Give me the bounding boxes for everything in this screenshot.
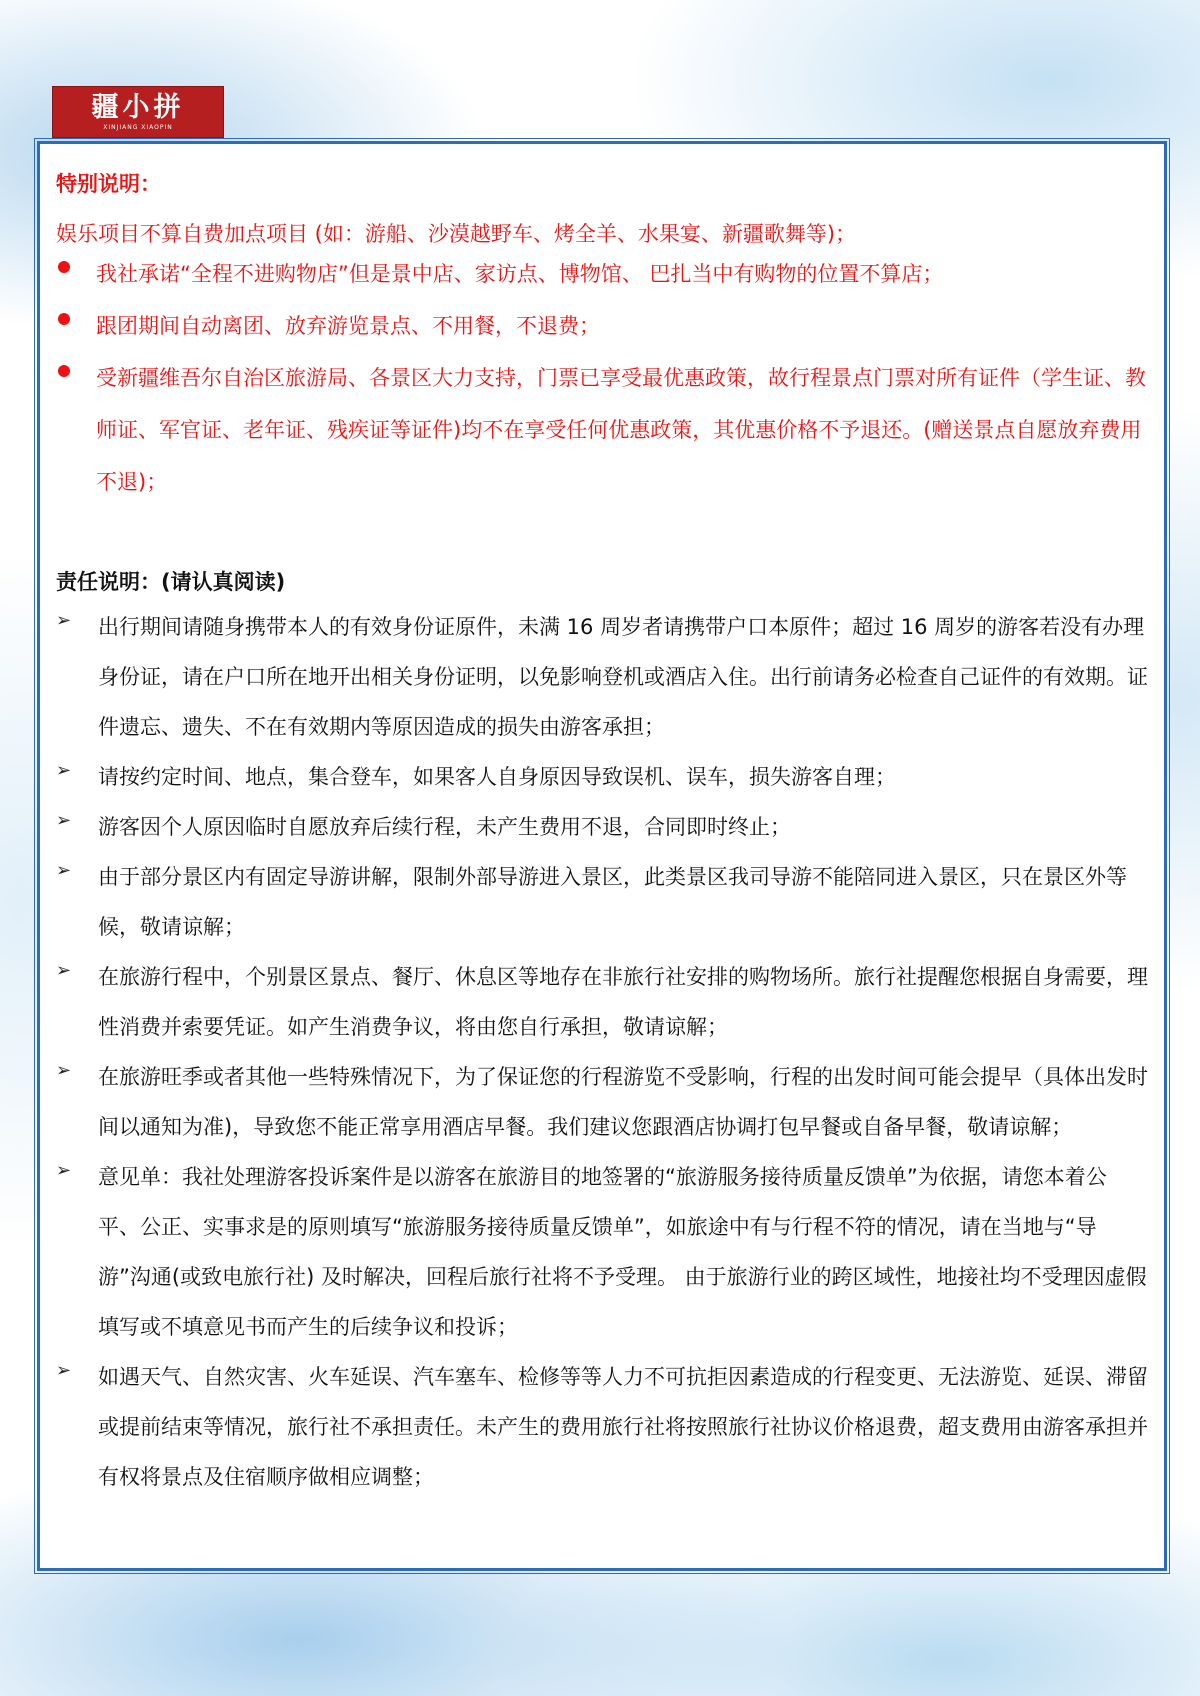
responsibility-text: 在旅游旺季或者其他一些特殊情况下，为了保证您的行程游览不受影响，行程的出发时间可能会提早（具体出发时间以通知为准)，导致您不能正常享用酒店早餐。我们建议您跟酒店协调打包早餐或自备早餐，敬请谅解； <box>98 1065 1148 1139</box>
responsibility-text: 游客因个人原因临时自愿放弃后续行程，未产生费用不退，合同即时终止； <box>98 815 791 839</box>
arrow-bullet-icon: ➢ <box>56 1060 72 1081</box>
bullet-dot-icon <box>56 300 96 338</box>
special-note-text: 受新疆维吾尔自治区旅游局、各景区大力支持，门票已享受最优惠政策，故行程景点门票对所有证件（学生证、教师证、军官证、老年证、残疾证等证件)均不在享受任何优惠政策，其优惠价格不予退还。(赠送景点自愿放弃费用不退)； <box>96 366 1146 494</box>
special-note-text: 我社承诺“全程不进购物店”但是景中店、家访点、博物馆、 巴扎当中有购物的位置不算店； <box>96 262 944 286</box>
section-spacer <box>56 508 1148 568</box>
arrow-bullet-icon: ➢ <box>56 1360 72 1381</box>
responsibility-item <box>56 1152 1148 1352</box>
responsibility-title: 责任说明：(请认真阅读) <box>56 570 286 594</box>
responsibility-item <box>56 952 1148 1052</box>
responsibility-text: 意见单：我社处理游客投诉案件是以游客在旅游目的地签署的“旅游服务接待质量反馈单”为依据，请您本着公平、公正、实事求是的原则填写“旅游服务接待质量反馈单”，如旅途中有与行程不符的情况，请在当地与“导游”沟通(或致电旅行社) 及时解决，回程后旅行社将不予受理。 由于旅游行业的跨区域性，地接社均不受理因虚假填写或不填意见书而产生的后续争议和投诉； <box>98 1165 1147 1339</box>
logo-chinese-text: 疆小拼 <box>91 91 185 123</box>
content-panel <box>37 141 1167 1571</box>
responsibility-item <box>56 602 1148 752</box>
responsibility-item <box>56 1352 1148 1502</box>
arrow-bullet-icon: ➢ <box>56 1160 72 1181</box>
special-note-item <box>56 300 1148 352</box>
special-note-item <box>56 352 1148 508</box>
arrow-bullet-icon: ➢ <box>56 960 72 981</box>
arrow-bullet-icon: ➢ <box>56 860 72 881</box>
special-note-text: 跟团期间自动离团、放弃游览景点、不用餐，不退费； <box>96 314 600 338</box>
responsibility-text: 出行期间请随身携带本人的有效身份证原件，未满 16 周岁者请携带户口本原件；超过 16 周岁的游客若没有办理身份证，请在户口所在地开出相关身份证明，以免影响登机或酒店入住。出行前请务必检查自己证件的有效期。证件遗忘、遗失、不在有效期内等原因造成的损失由游客承担； <box>98 615 1148 739</box>
responsibility-text: 如遇天气、自然灾害、火车延误、汽车塞车、检修等等人力不可抗拒因素造成的行程变更、无法游览、延误、滞留或提前结束等情况，旅行社不承担责任。未产生的费用旅行社将按照旅行社协议价格退费，超支费用由游客承担并有权将景点及住宿顺序做相应调整； <box>98 1365 1148 1489</box>
arrow-bullet-icon: ➢ <box>56 610 72 631</box>
responsibility-item <box>56 802 1148 852</box>
panel-content <box>56 170 1148 1502</box>
responsibility-text: 请按约定时间、地点，集合登车，如果客人自身原因导致误机、误车，损失游客自理； <box>98 765 896 789</box>
responsibility-item <box>56 1052 1148 1152</box>
logo-english-text: XINJIANG XIAOPIN <box>103 123 173 131</box>
special-notes-intro: 娱乐项目不算自费加点项目 (如：游船、沙漠越野车、烤全羊、水果宴、新疆歌舞等)； <box>56 222 857 246</box>
brand-logo <box>52 86 224 138</box>
bullet-dot-icon <box>56 248 96 286</box>
responsibility-item <box>56 852 1148 952</box>
bullet-dot-icon <box>56 352 96 390</box>
responsibility-list <box>56 602 1148 1502</box>
responsibility-text: 由于部分景区内有固定导游讲解，限制外部导游进入景区，此类景区我司导游不能陪同进入景区，只在景区外等候，敬请谅解； <box>98 865 1127 939</box>
special-note-item <box>56 248 1148 300</box>
responsibility-item <box>56 752 1148 802</box>
special-notes-list <box>56 248 1148 508</box>
arrow-bullet-icon: ➢ <box>56 760 72 781</box>
arrow-bullet-icon: ➢ <box>56 810 72 831</box>
responsibility-text: 在旅游行程中，个别景区景点、餐厅、休息区等地存在非旅行社安排的购物场所。旅行社提醒您根据自身需要，理性消费并索要凭证。如产生消费争议，将由您自行承担，敬请谅解； <box>98 965 1148 1039</box>
special-notes-title: 特别说明： <box>56 172 161 196</box>
